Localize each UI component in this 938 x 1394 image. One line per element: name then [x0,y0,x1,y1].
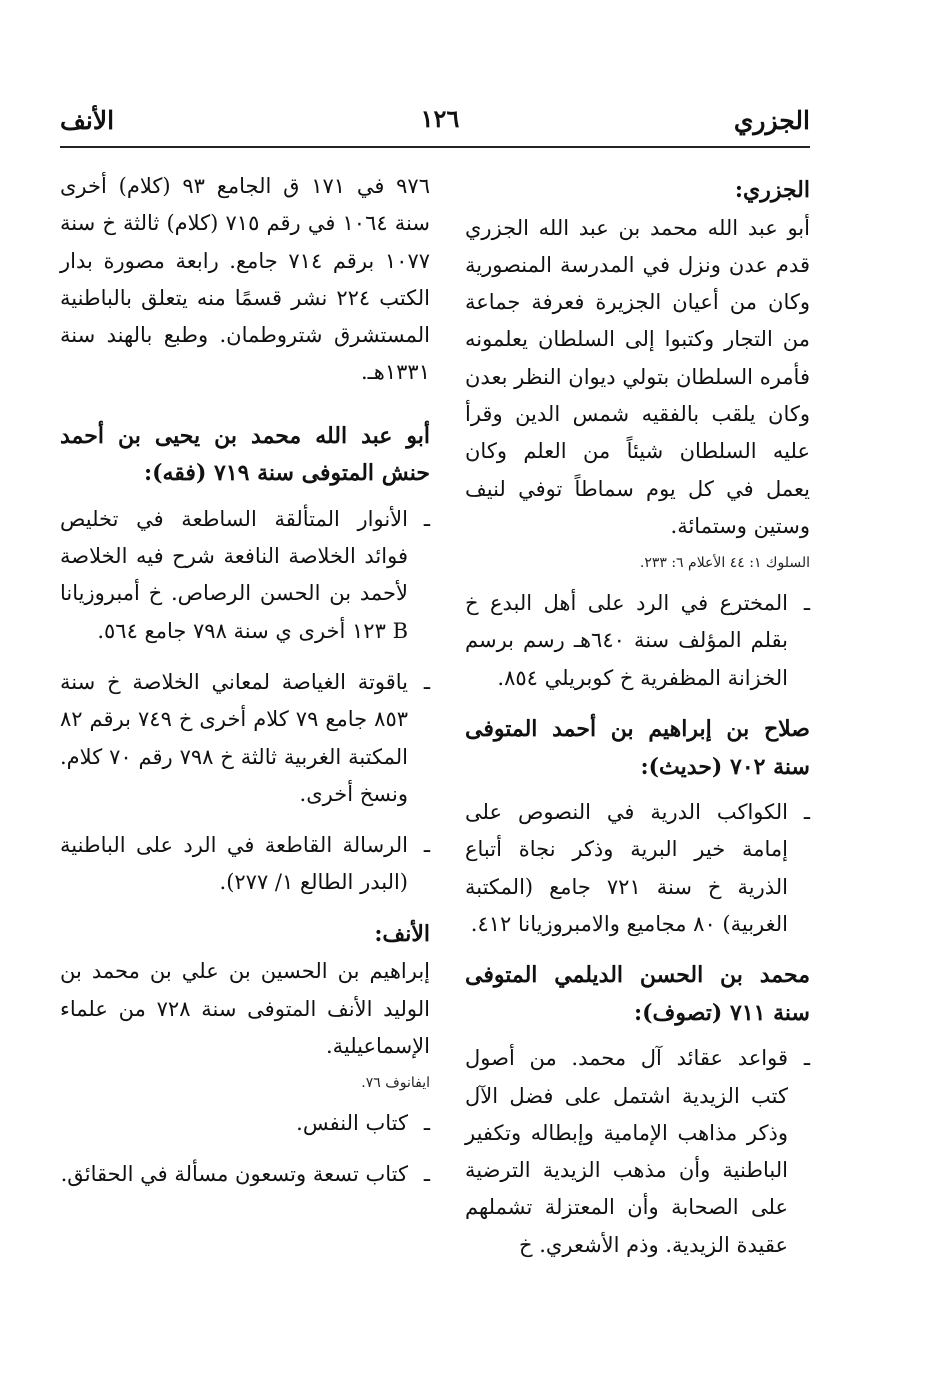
spacer [60,392,430,414]
list-dash: ـ [423,833,430,858]
list-item-text: المخترع في الرد على أهل البدع خ بقلم المؤلف سنة ٦٤٠هـ رسم برسم الخزانة المظفرية خ كوبريلي ٨٥٤. [465,591,788,690]
list-item-text: الرسالة القاطعة في الرد على الباطنية (البدر الطالع ١/ ٢٧٧). [60,833,408,895]
list-item [60,501,430,650]
running-head-right: الجزري [733,106,810,135]
list-dash: ـ [423,669,430,694]
page-header [60,100,810,142]
list-item [465,794,810,943]
header-rule [60,146,810,148]
entry-source-anf: ايفانوف ٧٦. [361,1075,430,1092]
list-dash: ـ [803,1046,810,1071]
list-dash: ـ [423,1162,430,1187]
list-item-text: الكواكب الدرية في النصوص على إمامة خير البرية وذكر نجاة أتباع الذرية خ سنة ٧٢١ جامع (المكتبة الغربية) ٨٠ مجاميع والامبروزيانا ٤١٢. [465,800,788,936]
list-item [60,664,430,813]
entry-heading-hanash: أبو عبد الله محمد بن يحيى بن أحمد حنش المتوفى سنة ٧١٩ (فقه): [60,422,430,487]
list-item [465,1040,810,1264]
entry-bio-jazari: أبو عبد الله محمد بن عبد الله الجزري قدم عدن ونزل في المدرسة المنصورية وكان من أعيان الجزيرة فعرفة جماعة من التجار وكتبوا إلى السلطان يعلمونه فأمره السلطان بتولي ديوان النظر بعدن وكان يلقب بالفقيه شمس الدين وقرأ عليه السلطان شيئاً من العلم وكان يعمل في كل يوم سماطاً توفي لنيف وستين وستمائة. [465,215,810,538]
list-dash: ـ [803,800,810,825]
page-number: ١٢٦ [420,104,460,133]
list-item-text: الأنوار المتألقة الساطعة في تخليص فوائد الخلاصة النافعة شرح فيه الخلاصة لأحمد بن الحسن الرصاص. خ أمبروزيانا B ١٢٣ أخرى ي سنة ٧٩٨ جامع ٥٦٤. [60,506,408,643]
entry-heading-salah: صلاح بن إبراهيم بن أحمد المتوفى سنة ٧٠٢ (حديث): [465,716,810,780]
continuation-text: ٩٧٦ في ١٧١ ق الجامع ٩٣ (كلام) أخرى سنة ١٠٦٤ في رقم ٧١٥ (كلام) ثالثة خ سنة ١٠٧٧ برقم ٧١٤ جامع. رابعة مصورة بدار الكتب ٢٢٤ نشر قسمًا منه يتعلق بالباطنية المستشرق شتروطمان. وطبع بالهند سنة ١٣٣١هـ. [60,174,431,385]
entry-heading-jazari: الجزري: [734,177,810,203]
list-item-text: ياقوتة الغياصة لمعاني الخلاصة خ سنة ٨٥٣ جامع ٧٩ كلام أخرى خ ٧٤٩ برقم ٨٢ المكتبة الغربية ثالثة خ ٧٩٨ رقم ٧٠ كلام. ونسخ أخرى. [60,669,409,806]
list-dash: ـ [423,1111,430,1136]
list-dash: ـ [423,506,430,531]
list-item-text: كتاب تسعة وتسعون مسألة في الحقائق. [60,1162,408,1187]
list-item [465,585,810,697]
entry-bio-anf: إبراهيم بن الحسين بن علي بن محمد بن الوليد الأنف المتوفى سنة ٧٢٨ من علماء الإسماعيلية. [60,959,431,1058]
list-item-text: قواعد عقائد آل محمد. من أصول كتب الزيدية اشتمل على فضل الآل وذكر مذاهب الإمامية وإبطاله وتكفير الباطنية وأن مذهب الزيدية الترضية على الصحابة وأن المعتزلة تشملهم عقيدة الزيدية. وذم الأشعري. خ [465,1046,788,1257]
list-item-text: كتاب النفس. [296,1111,408,1136]
right-column [465,168,810,1278]
entry-heading-anf: الأنف: [374,920,430,947]
entry-heading-daylami: محمد بن الحسن الديلمي المتوفى سنة ٧١١ (تصوف): [465,962,810,1026]
list-dash: ـ [803,591,810,616]
left-column [60,168,430,1208]
running-head-left: الأنف [60,106,115,135]
list-item [60,1105,430,1142]
entry-source-jazari: السلوك ١: ٤٤ الأعلام ٦: ٢٣٣. [639,555,810,572]
list-item [60,827,430,902]
list-item [60,1156,430,1193]
